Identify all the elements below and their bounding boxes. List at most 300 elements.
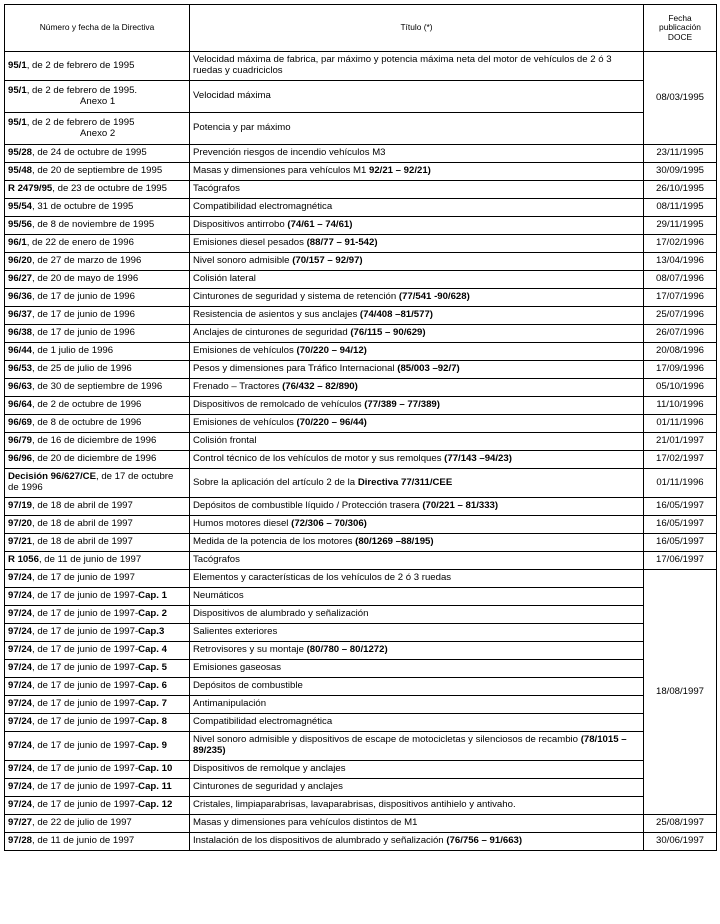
directive-date: , de 17 de junio de 1997- [32,781,139,793]
directive-number: 97/24 [8,698,33,710]
directive-number: 97/24 [8,763,33,775]
table-row [5,552,717,570]
title-cell [190,343,644,361]
chapter-label: Cap.3 [138,626,165,638]
table-row [5,235,717,253]
directive-number: 95/1 [8,116,27,128]
directive-title: Masas y dimensiones para vehículos distintos de M1 [193,817,418,829]
title-cell [190,163,644,181]
publication-date: 01/11/1996 [644,469,717,498]
directive-number: 96/69 [8,417,33,429]
directive-number-cell [5,325,190,343]
publication-date: 30/09/1995 [644,163,717,181]
directive-number-cell [5,163,190,181]
directive-number: 97/24 [8,572,33,584]
title-cell [190,325,644,343]
title-cell [190,181,644,199]
title-cell [190,217,644,235]
directive-number: 95/56 [8,219,33,231]
table-row [5,732,717,761]
publication-date: 17/02/1996 [644,235,717,253]
header-publication-date: Fecha publicación DOCE [644,5,717,52]
table-row [5,81,717,113]
directive-title: Sobre la aplicación del artículo 2 de la [193,476,356,488]
directive-title: Depósitos de combustible [193,680,303,692]
directive-number: 97/24 [8,739,33,751]
title-cell [190,779,644,797]
directive-reference: (70/157 – 92/97) [292,255,363,267]
title-cell [190,307,644,325]
directive-number-cell [5,271,190,289]
directive-number-cell [5,732,190,761]
directive-title: Tacógrafos [193,554,240,566]
table-row [5,113,717,145]
directive-number-cell [5,552,190,570]
directive-title: Velocidad máxima de fabrica, par máximo y potencia máxima neta del motor de vehículos de 2 ó 3 ruedas y cuadriciclos [193,54,612,76]
directive-number-cell [5,253,190,271]
chapter-label: Cap. 6 [138,680,167,692]
directive-date: , de 27 de marzo de 1996 [32,255,142,267]
directive-number-cell [5,469,190,498]
directive-number: 97/24 [8,662,33,674]
table-row [5,660,717,678]
directive-date: , de 20 de mayo de 1996 [32,273,139,285]
title-cell [190,451,644,469]
table-row [5,163,717,181]
directive-title: Nivel sonoro admisible y dispositivos de escape de motocicletas y silenciosos de recambio [193,734,579,746]
directive-date: , de 2 de febrero de 1995 [26,116,135,128]
directive-date: , de 8 de octubre de 1996 [32,417,142,429]
publication-date: 20/08/1996 [644,343,717,361]
table-row [5,145,717,163]
directive-date: , de 17 de junio de 1997- [32,644,139,656]
table-row [5,271,717,289]
publication-date: 17/02/1997 [644,451,717,469]
directive-number-cell [5,660,190,678]
directive-title: Cinturones de seguridad y sistema de retención [193,291,397,303]
directive-date: , de 8 de noviembre de 1995 [32,219,155,231]
publication-date: 25/07/1996 [644,307,717,325]
directive-title: Velocidad máxima [193,90,271,102]
publication-date: 16/05/1997 [644,534,717,552]
directive-title: Humos motores diesel [193,518,289,530]
table-row [5,307,717,325]
title-cell [190,696,644,714]
directive-number-cell [5,516,190,534]
publication-date: 11/10/1996 [644,397,717,415]
directive-date: , de 17 de junio de 1997- [32,799,139,811]
publication-date: 18/08/1997 [644,570,717,815]
directive-title: Tacógrafos [193,183,240,195]
directive-title: Compatibilidad electromagnética [193,201,333,213]
chapter-label: Cap. 12 [138,799,173,811]
directive-number-cell [5,833,190,851]
directive-reference: (77/143 –94/23) [444,453,512,465]
publication-date: 26/10/1995 [644,181,717,199]
table-row [5,678,717,696]
publication-date: 13/04/1996 [644,253,717,271]
directive-number-cell [5,714,190,732]
table-row [5,606,717,624]
table-row [5,343,717,361]
directive-title: Emisiones diesel pesados [193,237,304,249]
directive-date: , de 30 de septiembre de 1996 [32,381,163,393]
directive-title: Prevención riesgos de incendio vehículos M3 [193,147,386,159]
directive-date: , de 24 de octubre de 1995 [32,147,147,159]
chapter-label: Cap. 10 [138,763,173,775]
publication-date: 08/03/1995 [644,52,717,145]
directive-date: , de 17 de junio de 1997 [32,572,135,584]
directive-number-cell [5,379,190,397]
directive-date: , de 11 de junio de 1997 [38,554,142,566]
title-cell [190,145,644,163]
table-row [5,534,717,552]
directive-number: 95/1 [8,59,27,71]
directive-reference: (88/77 – 91-542) [306,237,378,249]
title-cell [190,570,644,588]
publication-date: 23/11/1995 [644,145,717,163]
table-row [5,469,717,498]
title-cell [190,271,644,289]
title-cell [190,253,644,271]
directive-number: Decisión 96/627/CE [8,471,96,483]
directive-number-cell [5,797,190,815]
directive-title: Frenado – Tractores [193,381,280,393]
directive-date: , de 17 de junio de 1997- [32,680,139,692]
directive-title: Medida de la potencia de los motores [193,536,353,548]
title-cell [190,552,644,570]
directives-table [4,4,717,851]
directive-number: R 2479/95 [8,183,53,195]
directive-number: 97/20 [8,518,33,530]
directive-reference: (76/756 – 91/663) [446,835,523,847]
chapter-label: Cap. 4 [138,644,167,656]
table-row [5,779,717,797]
chapter-label: Cap. 2 [138,608,167,620]
directive-number-cell [5,81,190,113]
chapter-label: Cap. 9 [138,739,167,751]
directive-reference: (77/541 -90/628) [398,291,470,303]
directive-number: 96/63 [8,381,33,393]
directive-date: , de 17 de junio de 1997- [32,590,139,602]
table-row [5,797,717,815]
title-cell [190,397,644,415]
publication-date: 16/05/1997 [644,516,717,534]
publication-date: 01/11/1996 [644,415,717,433]
directive-title: Depósitos de combustible líquido / Protección trasera [193,500,423,512]
table-body [5,52,717,851]
chapter-label: Cap. 11 [138,781,172,793]
directive-number: 96/44 [8,345,33,357]
directive-number: 97/24 [8,716,33,728]
table-row [5,642,717,660]
title-cell [190,52,644,81]
directive-reference: (80/1269 –88/195) [355,536,434,548]
directive-date: , de 17 de junio de 1996 [32,327,135,339]
directive-number-cell [5,145,190,163]
publication-date: 17/07/1996 [644,289,717,307]
directive-number-cell [5,761,190,779]
directive-title: Emisiones de vehículos [193,417,294,429]
annex-label: Anexo 2 [80,127,116,139]
table-row [5,379,717,397]
directive-number: 96/79 [8,435,33,447]
table-row [5,415,717,433]
directive-date: , de 17 de junio de 1997- [32,763,139,775]
directive-date: , de 17 de junio de 1997- [32,608,139,620]
title-cell [190,415,644,433]
directive-title: Masas y dimensiones para vehículos M1 [193,165,367,177]
table-row [5,181,717,199]
directive-number: 97/27 [8,817,33,829]
directive-number-cell [5,113,190,145]
directive-reference: (76/115 – 90/629) [350,327,426,339]
directive-reference: 92/21 – 92/21) [368,165,431,177]
directive-number: 97/24 [8,799,33,811]
table-row [5,451,717,469]
directive-title: Emisiones gaseosas [193,662,281,674]
directive-date: , de 2 de febrero de 1995. [26,84,138,96]
title-cell [190,379,644,397]
table-row [5,361,717,379]
table-row [5,498,717,516]
directive-title: Neumáticos [193,590,244,602]
directive-reference: (78/1015 –89/235) [193,734,627,756]
table-row [5,52,717,81]
directive-date: , de 11 de junio de 1997 [32,835,135,847]
table-row [5,761,717,779]
directive-number-cell [5,199,190,217]
directive-title: Cristales, limpiaparabrisas, lavaparabrisas, dispositivos antihielo y antivaho. [193,799,516,811]
directive-number-cell [5,433,190,451]
title-cell [190,833,644,851]
directive-number-cell [5,624,190,642]
directive-number: 96/27 [8,273,33,285]
table-header-row [5,5,717,52]
directive-number: 95/48 [8,165,33,177]
directive-number-cell [5,678,190,696]
directive-number-cell [5,289,190,307]
directive-number: 96/53 [8,363,33,375]
directive-number-cell [5,779,190,797]
directive-date: , de 20 de diciembre de 1996 [32,453,157,465]
directive-title: Compatibilidad electromagnética [193,716,333,728]
title-cell [190,235,644,253]
directive-number: 95/1 [8,84,27,96]
directive-title: Cinturones de seguridad y anclajes [193,781,343,793]
annex-label: Anexo 1 [80,95,116,107]
directive-date: , de 17 de junio de 1997- [32,698,139,710]
title-cell [190,516,644,534]
title-cell [190,588,644,606]
directive-date: , de 17 de junio de 1996 [32,309,135,321]
directive-number-cell [5,815,190,833]
header-title: Título (*) [190,5,644,52]
publication-date: 26/07/1996 [644,325,717,343]
directive-title: Anclajes de cinturones de seguridad [193,327,348,339]
directive-number: 95/28 [8,147,33,159]
publication-date: 30/06/1997 [644,833,717,851]
directive-number-cell [5,696,190,714]
directive-number-cell [5,498,190,516]
directive-reference: (70/220 – 94/12) [296,345,367,357]
directive-number-cell [5,588,190,606]
directive-date: , de 16 de diciembre de 1996 [32,435,157,447]
directive-title: Retrovisores y su montaje [193,644,304,656]
directive-number-cell [5,397,190,415]
directive-reference: (85/003 –92/7) [397,363,460,375]
directive-title: Elementos y características de los vehículos de 2 ó 3 ruedas [193,572,452,584]
directive-reference: (74/61 – 74/61) [287,219,353,231]
directive-title: Nivel sonoro admisible [193,255,290,267]
directive-date: , de 18 de abril de 1997 [32,518,133,530]
directive-date: , 31 de octubre de 1995 [32,201,134,213]
directive-number-cell [5,534,190,552]
directive-number: 96/1 [8,237,27,249]
title-cell [190,81,644,113]
directive-date: , de 22 de julio de 1997 [32,817,132,829]
publication-date: 29/11/1995 [644,217,717,235]
table-row [5,696,717,714]
table-row [5,833,717,851]
publication-date: 17/09/1996 [644,361,717,379]
title-cell [190,469,644,498]
directive-number-cell [5,235,190,253]
table-row [5,433,717,451]
directive-title: Dispositivos de alumbrado y señalización [193,608,369,620]
directive-date: , de 17 de octubre de 1996 [8,471,174,493]
directive-number: 96/36 [8,291,33,303]
directive-number: 96/64 [8,399,33,411]
directive-number: 96/20 [8,255,33,267]
directive-title: Potencia y par máximo [193,122,291,134]
directive-number: 97/24 [8,590,33,602]
title-cell [190,289,644,307]
directive-reference: (72/306 – 70/306) [291,518,367,530]
table-row [5,516,717,534]
directive-title: Antimanipulación [193,698,267,710]
directive-title: Pesos y dimensiones para Tráfico Internacional [193,363,395,375]
directive-reference: (70/221 – 81/333) [422,500,499,512]
table-row [5,253,717,271]
directive-reference: (80/780 – 80/1272) [306,644,388,656]
title-cell [190,361,644,379]
title-cell [190,199,644,217]
directive-number: 96/38 [8,327,33,339]
chapter-label: Cap. 5 [138,662,167,674]
directive-date: , de 1 julio de 1996 [32,345,114,357]
directive-number: 97/21 [8,536,33,548]
chapter-label: Cap. 7 [138,698,167,710]
directive-number-cell [5,570,190,588]
directive-number: R 1056 [8,554,39,566]
title-cell [190,714,644,732]
table-row [5,714,717,732]
directive-date: , de 2 de octubre de 1996 [32,399,142,411]
directive-date: , de 17 de junio de 1996 [32,291,135,303]
directive-date: , de 22 de enero de 1996 [26,237,134,249]
table-row [5,570,717,588]
directive-number: 97/24 [8,608,33,620]
directive-number: 97/24 [8,680,33,692]
title-cell [190,815,644,833]
table-row [5,588,717,606]
directive-date: , de 18 de abril de 1997 [32,500,133,512]
directive-title: Dispositivos de remolcado de vehículos [193,399,362,411]
title-cell [190,606,644,624]
title-cell [190,660,644,678]
directive-reference: (74/408 –81/577) [359,309,433,321]
directive-title: Resistencia de asientos y sus anclajes [193,309,358,321]
directive-date: , de 20 de septiembre de 1995 [32,165,163,177]
directive-number-cell [5,307,190,325]
directive-number-cell [5,361,190,379]
title-cell [190,498,644,516]
directive-date: , de 17 de junio de 1997- [32,662,139,674]
directive-reference: (76/432 – 82/890) [282,381,358,393]
directive-number-cell [5,642,190,660]
table-row [5,624,717,642]
table-row [5,397,717,415]
directive-title: Salientes exteriores [193,626,278,638]
directive-title: Emisiones de vehículos [193,345,294,357]
publication-date: 05/10/1996 [644,379,717,397]
directive-title: Colisión lateral [193,273,256,285]
directive-number-cell [5,181,190,199]
directive-title: Dispositivos antirrobo [193,219,285,231]
directive-number-cell [5,415,190,433]
title-cell [190,624,644,642]
directive-number: 97/24 [8,781,33,793]
title-cell [190,113,644,145]
title-cell [190,534,644,552]
directive-number-cell [5,217,190,235]
publication-date: 08/11/1995 [644,199,717,217]
publication-date: 08/07/1996 [644,271,717,289]
directive-date: , de 25 de julio de 1996 [32,363,132,375]
title-cell [190,433,644,451]
directive-reference: (77/389 – 77/389) [364,399,440,411]
directive-number: 95/54 [8,201,33,213]
title-cell [190,678,644,696]
chapter-label: Cap. 1 [138,590,167,602]
directive-date: , de 17 de junio de 1997- [32,739,139,751]
directive-title: Instalación de los dispositivos de alumbrado y señalización [193,835,444,847]
directive-number: 97/19 [8,500,33,512]
table-row [5,217,717,235]
directive-date: , de 17 de junio de 1997- [32,626,139,638]
directive-number: 97/28 [8,835,33,847]
directive-date: , de 17 de junio de 1997- [32,716,139,728]
directive-title: Control técnico de los vehículos de motor y sus remolques [193,453,442,465]
title-cell [190,761,644,779]
publication-date: 21/01/1997 [644,433,717,451]
directive-number: 97/24 [8,644,33,656]
directive-title: Dispositivos de remolque y anclajes [193,763,346,775]
table-row [5,325,717,343]
directive-number-cell [5,451,190,469]
directive-number-cell [5,52,190,81]
directive-reference: (70/220 – 96/44) [296,417,367,429]
table-row [5,289,717,307]
publication-date: 16/05/1997 [644,498,717,516]
title-cell [190,732,644,761]
directive-number: 96/37 [8,309,33,321]
title-cell [190,797,644,815]
directive-number: 96/96 [8,453,33,465]
table-row [5,815,717,833]
directive-number-cell [5,606,190,624]
